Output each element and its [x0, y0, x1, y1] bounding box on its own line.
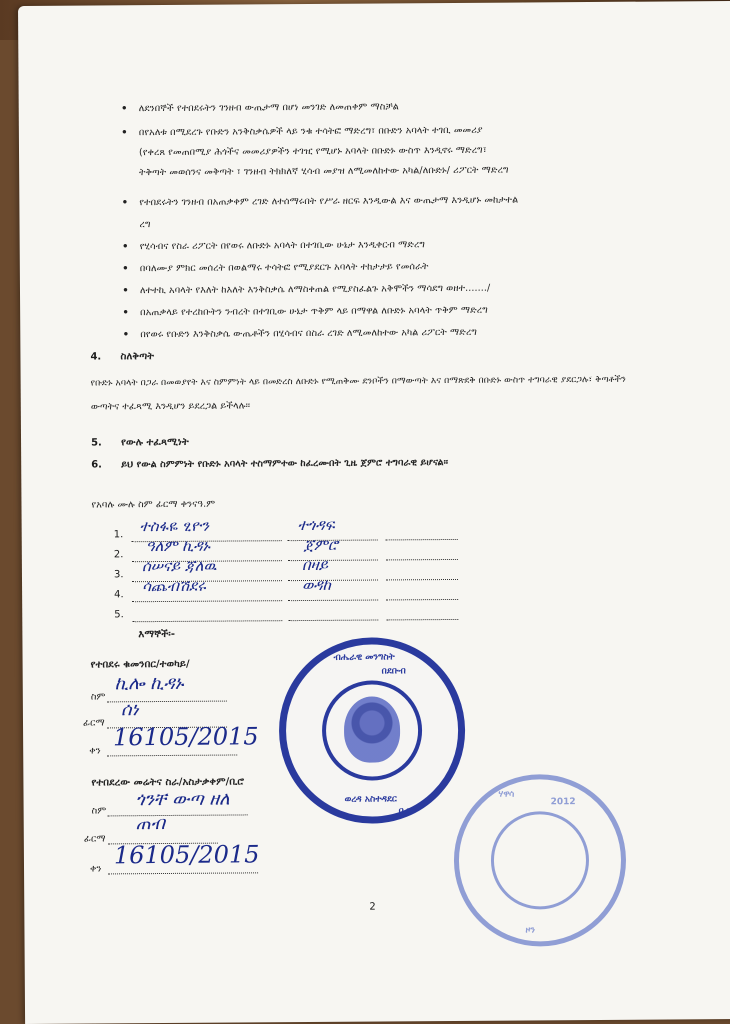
stamp-text: ቢሮ: [398, 806, 412, 817]
handwritten-date: 16105/2015: [113, 722, 259, 752]
bullet-continuation: (የቀረጸ የመጠበሚያ ሕጎችና መመሪያዎችን ተገዢ የሚሆኑ አባላት በቡድኑ ውስጥ እንዲኖሩ ማድረግ፣: [138, 144, 487, 159]
section-text: ይህ የውል ስምምነት የቡድኑ አባላት ተስማምተው ከፈረሙበት ጊዜ ጀምሮ ተግባራዊ ይሆናል።: [121, 457, 449, 471]
date-line: [107, 754, 237, 756]
emblem-icon: [344, 696, 400, 762]
bullet-item: • የተበደሩትን ገንዘብ በአጠቃቀም ረገድ ለተሰማሩበት የሥራ ዘርፍ እንዲውል እና ውጤታማ እንዲሆኑ መከታተል: [139, 195, 518, 210]
handwritten-signature: ጀምሮ: [303, 535, 338, 555]
signatory-number: 4.: [114, 589, 124, 601]
stamp-text: በደቡብ: [381, 666, 406, 677]
bullet-item: • በየአለቱ በሚደረጉ የቡድን አንቅስቃሴዎች ላይ ንቁ ተሳትፎ ማድረግ፣ በቡድን አባላት ተገቢ መመሪያ: [139, 125, 483, 139]
handwritten-date: 16105/2015: [113, 840, 260, 870]
date-line: [386, 539, 458, 541]
date-line: [386, 579, 458, 581]
section-number: 6.: [91, 459, 103, 471]
signature-line: [288, 600, 378, 602]
page-number: 2: [369, 901, 376, 913]
date-line: [386, 559, 458, 561]
bullet-continuation: ረግ: [139, 219, 151, 231]
signatory-number: 1.: [113, 529, 124, 541]
section-number: 5.: [91, 437, 102, 449]
date-line: [386, 599, 458, 601]
paragraph-line: የቡድኑ አባላት በጋራ በመወያየት እና ስምምነት ላይ በመድረስ ለቡድኑ የሚጠቅሙ ደንቦችን በማውጣት እና በማጽደቅ በቡድኑ ውስጥ ተግባራዊ ያደርጋሉ፣ ቅጣቶችን: [90, 374, 626, 389]
stamp-text: ሃዋሳ: [498, 789, 515, 800]
witnesses-label: እማኞች፡-: [138, 628, 176, 641]
handwritten-signature: ወዳከ: [301, 575, 331, 595]
faded-stamp: [453, 774, 626, 947]
signatories-heading: የአባሉ ሙሉ ስም ፊርማ ቀንናዓ.ም: [91, 498, 216, 511]
sign-label: ፊርማ: [82, 717, 105, 729]
date-line: [108, 872, 258, 874]
handwritten-signature: በዛይ: [301, 555, 328, 575]
receiver-title: የተበደሩ ቁመንበር/ተወካይ/: [90, 658, 190, 671]
signature-line: [288, 619, 378, 621]
signatory-number: 2.: [113, 549, 124, 561]
handwritten-name: ሰሠናይ ጃለዉ: [141, 556, 217, 576]
name-line: [132, 600, 282, 602]
handwritten-name: ጎንቸ ውጣ ዘለ: [135, 788, 230, 811]
paragraph-line: ውጣትና ተፈጻሚ እንዲሆን ይደረጋል ይችላሉ።: [90, 400, 251, 413]
handwritten-name: ተስፋዬ ፂዮን: [139, 516, 210, 536]
bullet-item: • ለደንበኞች የተበደሩትን ገንዘብ ውጤታማ በሆነ መንገድ ለመጠቀም ማስቻል: [139, 101, 399, 115]
signatory-number: 3.: [113, 569, 124, 581]
handwritten-signature: ሰነ: [120, 699, 139, 721]
bullet-item: • በየወሩ የቡድን እንቅስቃሴ ውጤቶችን በሂሳብና በስራ ረገድ ለሚመለከተው አካል ሪፖርት ማድረግ: [140, 327, 477, 341]
name-line: [132, 620, 282, 622]
handwritten-signature: ተጎዳፍ: [297, 515, 335, 535]
stamp-text: 2012: [550, 797, 576, 808]
date-label: ቀን: [89, 745, 101, 757]
bullet-item: • በባለሙያ ምክር መሰረት በወልማሩ ተሳትፎ የሚያደርጉ አባላት ተከታታይ የመሰራት: [140, 261, 429, 275]
stamp-text: ዞን: [525, 925, 536, 936]
sign-label: ፊርማ: [83, 833, 106, 845]
name-line: [108, 814, 248, 816]
official-stamp: [278, 637, 465, 824]
document-page: [18, 1, 730, 1024]
section-title: ስለቅጣት: [120, 351, 155, 363]
handwritten-name: ኪሎ ኪዳኑ: [114, 672, 184, 695]
bullet-continuation: ትቅጣት መወሰንና መቅጣት ፣ ገንዘብ ትክክለኛ ሂሳብ መያዝ ለሚመለከተው አካል/ለቡድኑ/ ሪፖርት ማድረግ: [139, 164, 509, 179]
section-number: 4.: [90, 351, 102, 363]
name-label: ስም: [91, 805, 107, 817]
stamp-text: ወረዳ አስተዳደር: [344, 794, 397, 805]
handwritten-name: ዓለም ኪዳኑ: [145, 536, 210, 556]
signatory-number: 5.: [114, 609, 124, 621]
name-label: ስም: [90, 691, 106, 703]
giver-title: የተበደረው መሬትና ስራ/አስታቃቀም/ቢሮ: [91, 776, 245, 789]
bullet-item: • ለተተኪ አባላት የእለት ከእለት እንቅስቃሴ ለማስቀጠል የሚያስፈልጉ አቅሞችን ማሳደግ ወዘተ......./: [140, 283, 490, 297]
handwritten-signature: ጠብ: [135, 812, 166, 835]
handwritten-name: ሳጨብሽደሩ: [141, 576, 206, 596]
date-label: ቀን: [89, 863, 102, 875]
date-line: [386, 619, 458, 621]
stamp-text: ብሔራዊ መንግስት: [333, 652, 395, 663]
bullet-item: • የሂሳብና የስራ ሪፖርት በየወሩ ለቡድኑ አባላት በተገቢው ሁኔታ እንዲቀርብ ማድረግ: [140, 239, 425, 253]
bullet-item: • በአጠቃላይ የተረከቡትን ንብረት በተገቢው ሁኔታ ጥቅም ላይ በማዋል ለቡድኑ አባላት ጥቅም ማድረግ: [140, 305, 488, 319]
section-title: የውሉ ተፈጻሚነት: [121, 436, 189, 449]
stamp-inner-ring: [491, 811, 590, 910]
